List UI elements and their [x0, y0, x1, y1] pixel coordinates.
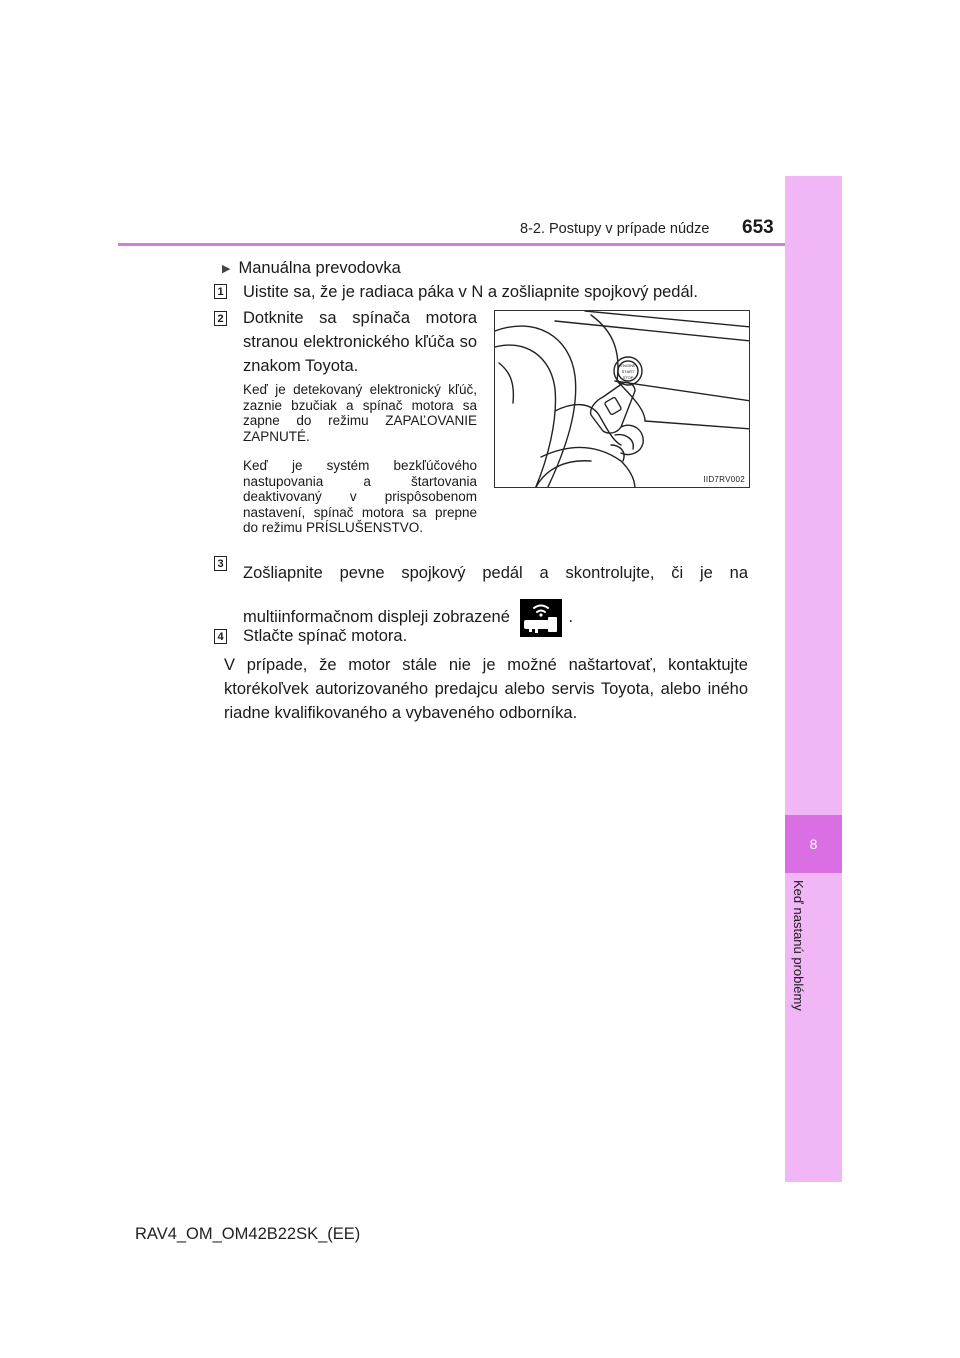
button-label-stop: STOP [622, 375, 634, 380]
document-id-footer: RAV4_OM_OM42B22SK_(EE) [135, 1225, 361, 1243]
step-2-text: Dotknite sa spínača motora stranou elektronického kľúča so znakom Toyota. [243, 309, 477, 375]
closing-paragraph: V prípade, že motor stále nie je možné naštartovať, kontaktujte ktorékoľvek autorizovaného predajcu alebo servis Toyota, alebo iného riadne kvalifikovaného a vybaveného odborníka. [224, 656, 748, 722]
step-3-text-before: Zošliapnite pevne spojkový pedál a skontrolujte, či je na multiinformačnom displeji zobrazené [243, 564, 748, 626]
subsection-heading [222, 256, 401, 281]
step-number-1: 1 [214, 284, 227, 299]
step-2-note-2: Keď je systém bezkľúčového nastupovania a štartovania deaktivovaný v prispôsobenom nastavení, spínač motora sa prepne do režimu PRÍSLUŠENSTVO. [243, 458, 477, 535]
triangle-bullet-icon: ▶ [222, 263, 231, 275]
chapter-title-vertical: Keď nastanú problémy [791, 880, 806, 1011]
chapter-number-tab[interactable]: 8 [785, 815, 842, 873]
header-rule [118, 243, 785, 246]
step-4-text: Stlačte spínač motora. [243, 627, 408, 645]
engine-switch-illustration [495, 311, 750, 488]
step-number-4: 4 [214, 629, 227, 644]
step-number-3: 3 [214, 556, 227, 571]
step-number-2: 2 [214, 311, 227, 326]
step-3-text-after: . [568, 608, 574, 626]
button-label-start: START [621, 369, 635, 374]
step-2-note-1: Keď je detekovaný elektronický kľúč, zaznie bzučiak a spínač motora sa zapne do režimu ZAPAĽOVANIE ZAPNUTÉ. [243, 382, 477, 444]
button-label-engine: ENGINE [620, 363, 636, 368]
figure-code: IID7RV002 [703, 475, 745, 484]
page-number: 653 [742, 217, 774, 238]
illustration-key-touch-engine-switch [494, 310, 750, 488]
subsection-heading-text: Manuálna prevodovka [238, 259, 401, 277]
section-title: 8-2. Postupy v prípade núdze [520, 221, 710, 237]
step-1-text: Uistite sa, že je radiaca páka v N a zošliapnite spojkový pedál. [243, 283, 698, 301]
